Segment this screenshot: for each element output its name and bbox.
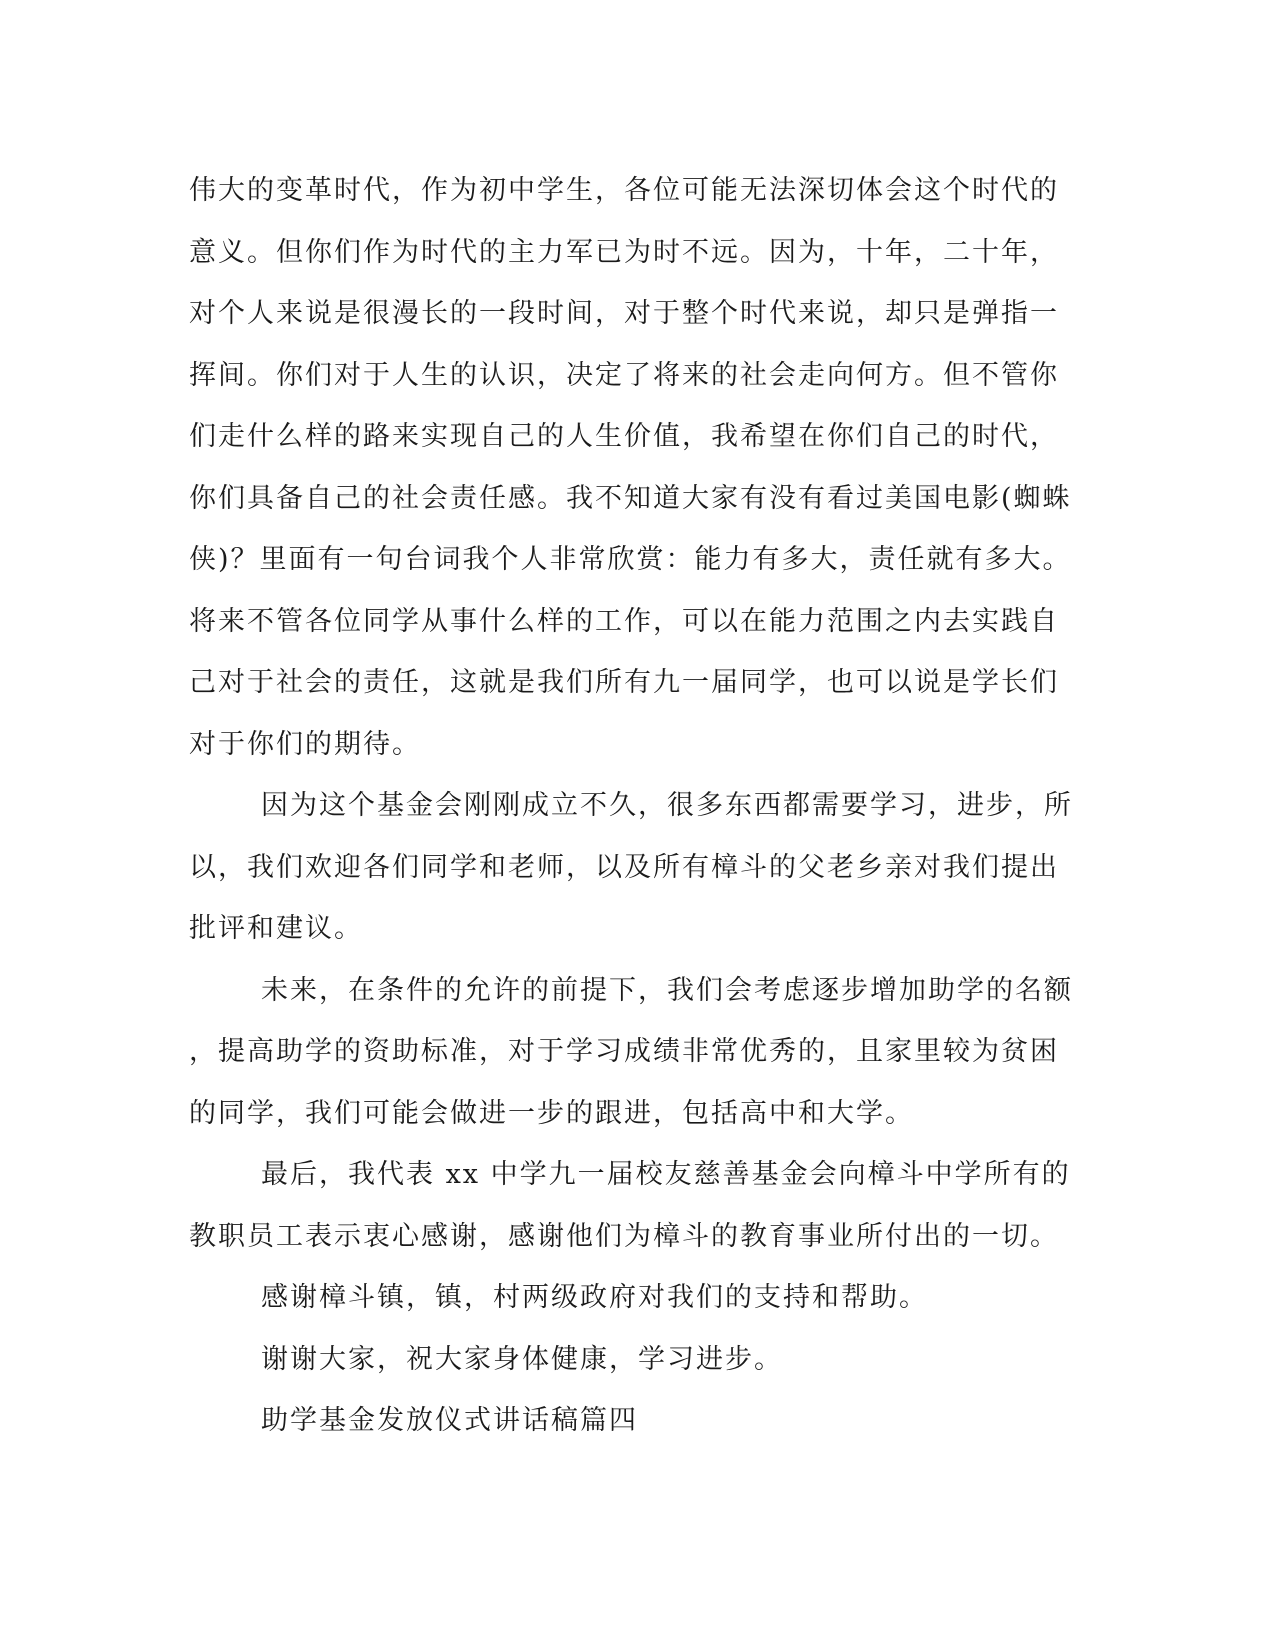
text-line: 你们具备自己的社会责任感。我不知道大家有没有看过美国电影(蜘蛛 xyxy=(189,482,1072,514)
text-line: 们走什么样的路来实现自己的人生价值，我希望在你们自己的时代， xyxy=(189,421,1059,452)
text-line: ，提高助学的资助标准，对于学习成绩非常优秀的，且家里较为贫困 xyxy=(189,1036,1059,1067)
paragraph-thanks-government xyxy=(189,1267,1079,1329)
paragraph-closing-wishes xyxy=(189,1329,1079,1391)
text-line: 伟大的变革时代，作为初中学生，各位可能无法深切体会这个时代的 xyxy=(189,175,1059,206)
text-line: 最后，我代表 xx 中学九一届校友慈善基金会向樟斗中学所有的 xyxy=(261,1159,1071,1190)
paragraph-future-plans xyxy=(189,960,1079,1145)
text-line: 谢谢大家，祝大家身体健康，学习进步。 xyxy=(261,1343,783,1375)
paragraph-social-responsibility xyxy=(189,160,1079,775)
text-line: 因为这个基金会刚刚成立不久，很多东西都需要学习，进步，所 xyxy=(261,790,1073,821)
section-heading: 助学基金发放仪式讲话稿篇四 xyxy=(261,1405,638,1436)
text-line: 挥间。你们对于人生的认识，决定了将来的社会走向何方。但不管你 xyxy=(189,359,1059,391)
text-line: 侠)？里面有一句台词我个人非常欣赏：能力有多大，责任就有多大。 xyxy=(189,544,1072,575)
text-line: 以，我们欢迎各们同学和老师，以及所有樟斗的父老乡亲对我们提出 xyxy=(189,851,1059,883)
paragraph-feedback-welcome xyxy=(189,775,1079,960)
text-line: 己对于社会的责任，这就是我们所有九一届同学，也可以说是学长们 xyxy=(189,667,1059,698)
text-line: 未来，在条件的允许的前提下，我们会考虑逐步增加助学的名额 xyxy=(261,974,1073,1006)
text-line: 感谢樟斗镇，镇，村两级政府对我们的支持和帮助。 xyxy=(261,1282,928,1313)
paragraph-thanks-staff xyxy=(189,1144,1079,1267)
text-line: 将来不管各位同学从事什么样的工作，可以在能力范围之内去实践自 xyxy=(189,605,1059,637)
text-line: 教职员工表示衷心感谢，感谢他们为樟斗的教育事业所付出的一切。 xyxy=(189,1220,1059,1252)
text-line: 的同学，我们可能会做进一步的跟进，包括高中和大学。 xyxy=(189,1097,914,1129)
document-body xyxy=(189,160,1079,1452)
text-line: 对于你们的期待。 xyxy=(189,728,421,760)
text-line: 批评和建议。 xyxy=(189,913,363,944)
text-line: 意义。但你们作为时代的主力军已为时不远。因为，十年，二十年， xyxy=(189,236,1059,268)
section-heading-part-four xyxy=(189,1390,1079,1452)
text-line: 对个人来说是很漫长的一段时间，对于整个时代来说，却只是弹指一 xyxy=(189,298,1059,329)
